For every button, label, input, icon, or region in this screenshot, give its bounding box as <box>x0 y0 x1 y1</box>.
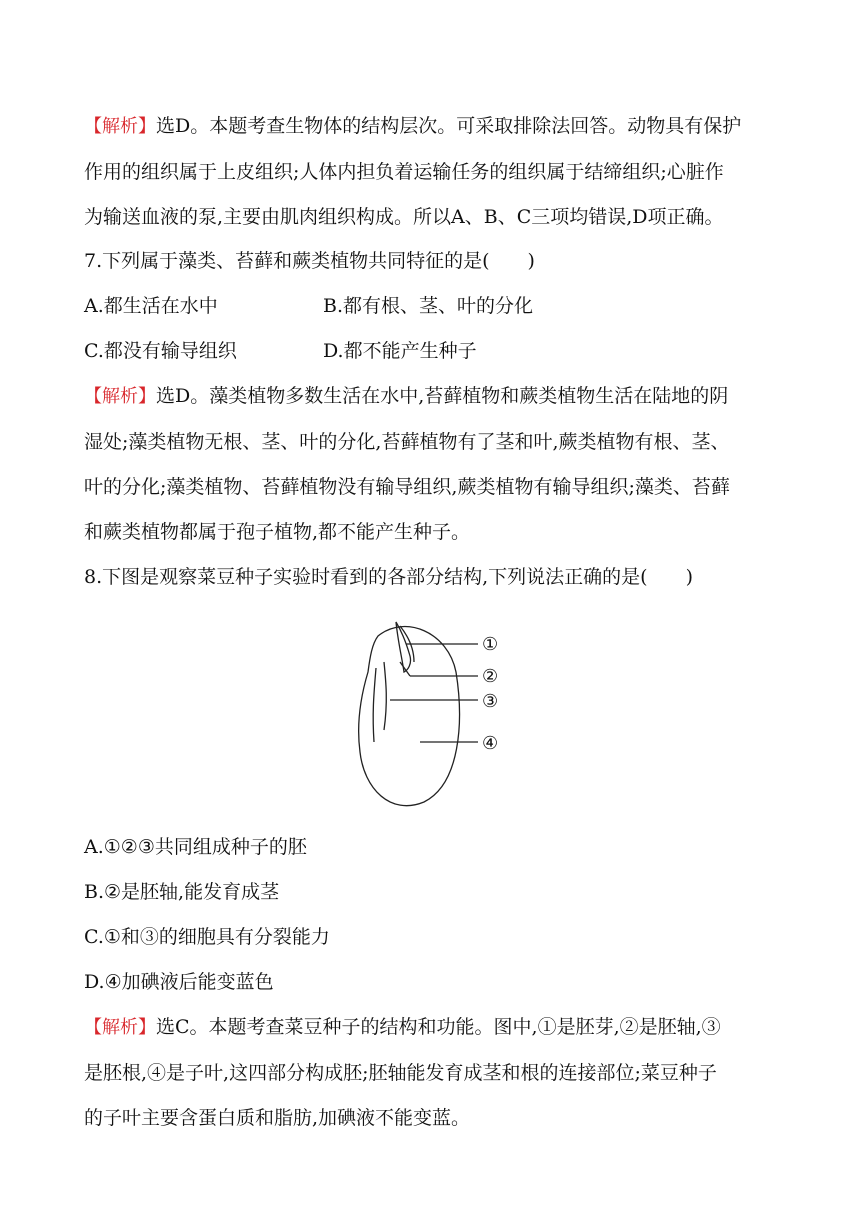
figure-label-4: ④ <box>482 733 499 754</box>
analysis-1-line-3: 为输送血液的泵,主要由肌肉组织构成。所以A、B、C三项均错误,D项正确。 <box>84 206 724 228</box>
question-8-stem: 8.下图是观察菜豆种子实验时看到的各部分结构,下列说法正确的是( ) <box>84 566 693 588</box>
q7-option-a: A.都生活在水中 <box>84 295 218 317</box>
figure-label-2: ② <box>482 666 499 687</box>
bean-seed-diagram <box>350 612 520 812</box>
q7-option-d: D.都不能产生种子 <box>323 340 477 362</box>
analysis-1-line-1 <box>84 113 741 140</box>
analysis-text: 选D。本题考查生物体的结构层次。可采取排除法回答。动物具有保护 <box>156 115 742 137</box>
q8-option-a: A.①②③共同组成种子的胚 <box>84 836 307 858</box>
analysis-tag: 【解析】 <box>84 116 156 137</box>
q8-option-b: B.②是胚轴,能发育成茎 <box>84 881 280 903</box>
figure-label-3: ③ <box>482 691 499 712</box>
question-7-stem: 7.下列属于藻类、苔藓和蕨类植物共同特征的是( ) <box>84 250 535 272</box>
figure-label-1: ① <box>482 634 499 655</box>
analysis-text: 选C。本题考查菜豆种子的结构和功能。图中,①是胚芽,②是胚轴,③ <box>156 1016 721 1038</box>
analysis-2-line-1 <box>84 383 728 410</box>
hypocotyl <box>384 662 386 730</box>
q7-option-c: C.都没有输导组织 <box>84 340 237 362</box>
analysis-3-line-3: 的子叶主要含蛋白质和脂肪,加碘液不能变蓝。 <box>84 1107 471 1129</box>
analysis-2-line-4: 和蕨类植物都属于孢子植物,都不能产生种子。 <box>84 521 471 543</box>
analysis-2-line-2: 湿处;藻类植物无根、茎、叶的分化,苔藓植物有了茎和叶,蕨类植物有根、茎、 <box>84 431 730 453</box>
analysis-tag: 【解析】 <box>84 386 156 407</box>
q7-option-b: B.都有根、茎、叶的分化 <box>323 295 534 317</box>
analysis-2-line-3: 叶的分化;藻类植物、苔藓植物没有输导组织,蕨类植物有输导组织;藻类、苔藓 <box>84 476 730 498</box>
analysis-text: 选D。藻类植物多数生活在水中,苔藓植物和蕨类植物生活在陆地的阴 <box>156 385 729 407</box>
analysis-tag: 【解析】 <box>84 1017 156 1038</box>
pointer-line-2a <box>400 662 410 676</box>
analysis-3-line-2: 是胚根,④是子叶,这四部分构成胚;胚轴能发育成茎和根的连接部位;菜豆种子 <box>84 1062 717 1084</box>
analysis-3-line-1 <box>84 1014 721 1041</box>
analysis-1-line-2: 作用的组织属于上皮组织;人体内担负着运输任务的组织属于结缔组织;心脏作 <box>84 161 724 183</box>
radicle <box>373 668 376 742</box>
q8-option-d: D.④加碘液后能变蓝色 <box>84 971 274 993</box>
q8-option-c: C.①和③的细胞具有分裂能力 <box>84 926 330 948</box>
